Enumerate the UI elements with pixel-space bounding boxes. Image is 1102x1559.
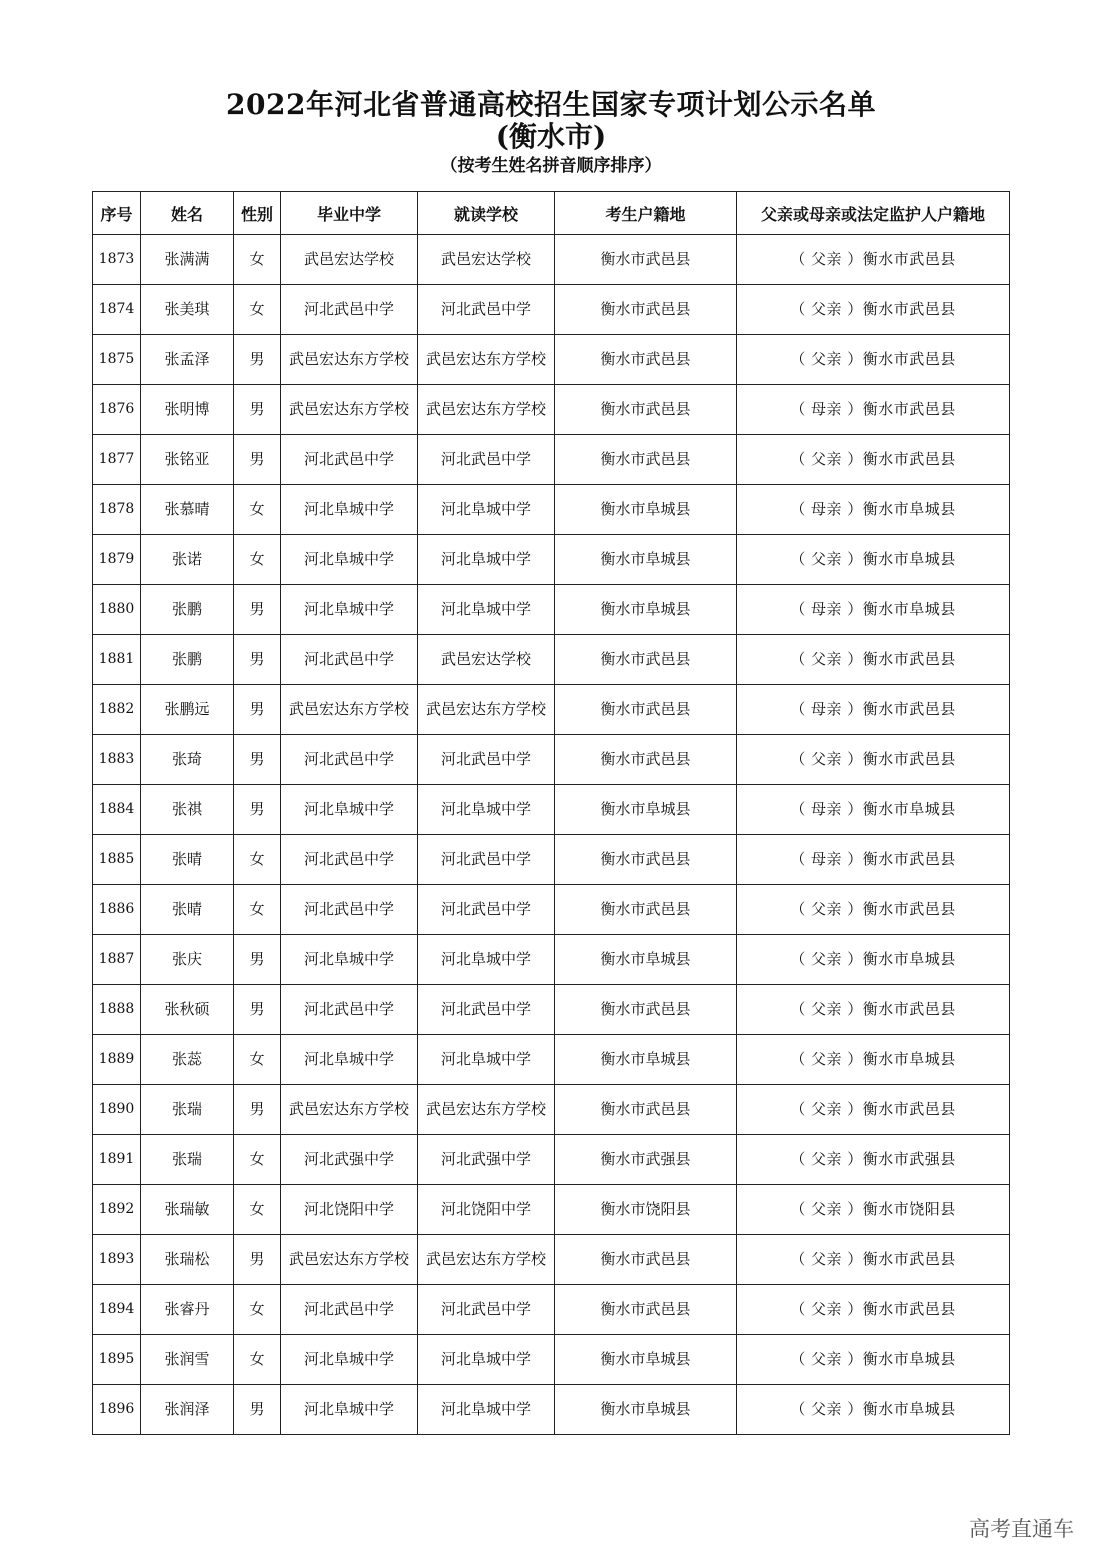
cell-guardian-residence: （ 父亲 ）衡水市武邑县 (737, 1285, 1010, 1335)
cell-guardian-residence: （ 父亲 ）衡水市武邑县 (737, 435, 1010, 485)
cell-name: 张瑞敏 (141, 1185, 234, 1235)
cell-guardian-residence: （ 父亲 ）衡水市武邑县 (737, 335, 1010, 385)
cell-guardian-residence: （ 父亲 ）衡水市阜城县 (737, 535, 1010, 585)
cell-grad-school: 河北武强中学 (281, 1135, 418, 1185)
cell-guardian-residence: （ 母亲 ）衡水市武邑县 (737, 685, 1010, 735)
cell-name: 张美琪 (141, 285, 234, 335)
cell-gender: 男 (234, 1385, 281, 1435)
cell-gender: 男 (234, 935, 281, 985)
table-header-row (93, 192, 1010, 235)
cell-name: 张慕晴 (141, 485, 234, 535)
cell-grad-school: 河北阜城中学 (281, 785, 418, 835)
cell-current-school: 河北阜城中学 (418, 1335, 555, 1385)
table-row (93, 1235, 1010, 1285)
cell-guardian-residence: （ 母亲 ）衡水市阜城县 (737, 485, 1010, 535)
cell-grad-school: 河北阜城中学 (281, 585, 418, 635)
cell-seq: 1883 (93, 735, 141, 785)
title-block (0, 88, 1102, 178)
cell-residence: 衡水市阜城县 (555, 935, 737, 985)
cell-seq: 1873 (93, 235, 141, 285)
cell-current-school: 河北阜城中学 (418, 1385, 555, 1435)
cell-name: 张润泽 (141, 1385, 234, 1435)
cell-seq: 1889 (93, 1035, 141, 1085)
cell-name: 张琦 (141, 735, 234, 785)
cell-current-school: 河北武邑中学 (418, 735, 555, 785)
cell-residence: 衡水市武邑县 (555, 985, 737, 1035)
cell-current-school: 河北武邑中学 (418, 435, 555, 485)
cell-name: 张诺 (141, 535, 234, 585)
cell-guardian-residence: （ 父亲 ）衡水市武强县 (737, 1135, 1010, 1185)
cell-gender: 女 (234, 1335, 281, 1385)
cell-grad-school: 河北阜城中学 (281, 485, 418, 535)
cell-guardian-residence: （ 母亲 ）衡水市阜城县 (737, 585, 1010, 635)
watermark: 高考直通车 (969, 1517, 1074, 1541)
cell-residence: 衡水市阜城县 (555, 785, 737, 835)
cell-grad-school: 武邑宏达东方学校 (281, 1085, 418, 1135)
cell-grad-school: 武邑宏达东方学校 (281, 685, 418, 735)
cell-current-school: 河北武邑中学 (418, 835, 555, 885)
table-row (93, 1385, 1010, 1435)
cell-seq: 1887 (93, 935, 141, 985)
cell-current-school: 河北武邑中学 (418, 885, 555, 935)
cell-grad-school: 河北武邑中学 (281, 435, 418, 485)
cell-name: 张满满 (141, 235, 234, 285)
table-row (93, 985, 1010, 1035)
cell-residence: 衡水市武邑县 (555, 635, 737, 685)
cell-guardian-residence: （ 父亲 ）衡水市武邑县 (737, 985, 1010, 1035)
cell-current-school: 武邑宏达学校 (418, 235, 555, 285)
cell-grad-school: 河北武邑中学 (281, 735, 418, 785)
table-row (93, 1335, 1010, 1385)
cell-residence: 衡水市武邑县 (555, 385, 737, 435)
table-row (93, 735, 1010, 785)
table-row (93, 635, 1010, 685)
cell-gender: 男 (234, 435, 281, 485)
cell-name: 张铭亚 (141, 435, 234, 485)
cell-grad-school: 河北武邑中学 (281, 1285, 418, 1335)
cell-grad-school: 河北武邑中学 (281, 285, 418, 335)
cell-gender: 女 (234, 1135, 281, 1185)
cell-grad-school: 河北武邑中学 (281, 985, 418, 1035)
cell-guardian-residence: （ 母亲 ）衡水市武邑县 (737, 385, 1010, 435)
cell-current-school: 武邑宏达学校 (418, 635, 555, 685)
cell-guardian-residence: （ 父亲 ）衡水市武邑县 (737, 885, 1010, 935)
cell-name: 张瑞 (141, 1085, 234, 1135)
cell-gender: 女 (234, 1185, 281, 1235)
cell-current-school: 武邑宏达东方学校 (418, 685, 555, 735)
col-header-gender: 性别 (234, 192, 281, 235)
cell-seq: 1880 (93, 585, 141, 635)
col-header-seq: 序号 (93, 192, 141, 235)
cell-guardian-residence: （ 父亲 ）衡水市阜城县 (737, 1035, 1010, 1085)
cell-grad-school: 河北武邑中学 (281, 635, 418, 685)
cell-gender: 女 (234, 1285, 281, 1335)
cell-name: 张鹏远 (141, 685, 234, 735)
table-row (93, 335, 1010, 385)
cell-current-school: 河北武强中学 (418, 1135, 555, 1185)
cell-grad-school: 武邑宏达东方学校 (281, 385, 418, 435)
table-row (93, 935, 1010, 985)
table-row (93, 1185, 1010, 1235)
sort-note: （按考生姓名拼音顺序排序） (440, 156, 662, 176)
cell-residence: 衡水市阜城县 (555, 1385, 737, 1435)
cell-name: 张晴 (141, 835, 234, 885)
cell-guardian-residence: （ 父亲 ）衡水市武邑县 (737, 1085, 1010, 1135)
table-row (93, 585, 1010, 635)
table-row (93, 385, 1010, 435)
cell-residence: 衡水市武邑县 (555, 1085, 737, 1135)
cell-grad-school: 河北武邑中学 (281, 885, 418, 935)
cell-current-school: 河北阜城中学 (418, 535, 555, 585)
cell-gender: 男 (234, 685, 281, 735)
cell-current-school: 河北饶阳中学 (418, 1185, 555, 1235)
cell-current-school: 河北阜城中学 (418, 1035, 555, 1085)
cell-residence: 衡水市武邑县 (555, 435, 737, 485)
cell-current-school: 河北阜城中学 (418, 785, 555, 835)
cell-gender: 女 (234, 485, 281, 535)
cell-residence: 衡水市武邑县 (555, 1235, 737, 1285)
cell-seq: 1894 (93, 1285, 141, 1335)
cell-residence: 衡水市阜城县 (555, 1035, 737, 1085)
page-title: 2022年河北省普通高校招生国家专项计划公示名单 (226, 88, 876, 121)
cell-grad-school: 河北阜城中学 (281, 1385, 418, 1435)
cell-name: 张庆 (141, 935, 234, 985)
cell-current-school: 河北武邑中学 (418, 1285, 555, 1335)
cell-grad-school: 河北饶阳中学 (281, 1185, 418, 1235)
cell-residence: 衡水市阜城县 (555, 535, 737, 585)
cell-residence: 衡水市武邑县 (555, 885, 737, 935)
cell-current-school: 河北阜城中学 (418, 485, 555, 535)
cell-gender: 男 (234, 785, 281, 835)
cell-residence: 衡水市武强县 (555, 1135, 737, 1185)
cell-grad-school: 河北阜城中学 (281, 1335, 418, 1385)
cell-current-school: 河北武邑中学 (418, 985, 555, 1035)
cell-residence: 衡水市武邑县 (555, 285, 737, 335)
cell-guardian-residence: （ 父亲 ）衡水市武邑县 (737, 735, 1010, 785)
cell-gender: 男 (234, 385, 281, 435)
cell-gender: 男 (234, 1085, 281, 1135)
cell-current-school: 武邑宏达东方学校 (418, 1085, 555, 1135)
col-header-current-school: 就读学校 (418, 192, 555, 235)
cell-seq: 1891 (93, 1135, 141, 1185)
cell-seq: 1882 (93, 685, 141, 735)
table-row (93, 435, 1010, 485)
cell-residence: 衡水市阜城县 (555, 1335, 737, 1385)
cell-seq: 1890 (93, 1085, 141, 1135)
cell-seq: 1878 (93, 485, 141, 535)
cell-seq: 1881 (93, 635, 141, 685)
cell-gender: 女 (234, 235, 281, 285)
cell-current-school: 河北阜城中学 (418, 585, 555, 635)
cell-residence: 衡水市武邑县 (555, 235, 737, 285)
table-row (93, 685, 1010, 735)
cell-current-school: 河北武邑中学 (418, 285, 555, 335)
cell-guardian-residence: （ 母亲 ）衡水市阜城县 (737, 785, 1010, 835)
cell-seq: 1877 (93, 435, 141, 485)
cell-seq: 1885 (93, 835, 141, 885)
cell-name: 张孟泽 (141, 335, 234, 385)
cell-residence: 衡水市武邑县 (555, 1285, 737, 1335)
cell-residence: 衡水市武邑县 (555, 335, 737, 385)
cell-name: 张晴 (141, 885, 234, 935)
cell-guardian-residence: （ 母亲 ）衡水市武邑县 (737, 835, 1010, 885)
roster-body (93, 235, 1010, 1435)
cell-gender: 女 (234, 535, 281, 585)
cell-gender: 女 (234, 835, 281, 885)
table-row (93, 1285, 1010, 1335)
table-row (93, 785, 1010, 835)
cell-name: 张瑞松 (141, 1235, 234, 1285)
cell-gender: 女 (234, 1035, 281, 1085)
cell-guardian-residence: （ 父亲 ）衡水市阜城县 (737, 935, 1010, 985)
cell-current-school: 河北阜城中学 (418, 935, 555, 985)
cell-seq: 1874 (93, 285, 141, 335)
cell-guardian-residence: （ 父亲 ）衡水市武邑县 (737, 235, 1010, 285)
table-row (93, 485, 1010, 535)
cell-current-school: 武邑宏达东方学校 (418, 335, 555, 385)
cell-gender: 男 (234, 335, 281, 385)
col-header-name: 姓名 (141, 192, 234, 235)
cell-residence: 衡水市武邑县 (555, 685, 737, 735)
table-row (93, 535, 1010, 585)
cell-seq: 1893 (93, 1235, 141, 1285)
cell-guardian-residence: （ 父亲 ）衡水市阜城县 (737, 1385, 1010, 1435)
cell-grad-school: 河北阜城中学 (281, 935, 418, 985)
cell-gender: 男 (234, 635, 281, 685)
table-row (93, 1035, 1010, 1085)
cell-residence: 衡水市武邑县 (555, 835, 737, 885)
cell-name: 张润雪 (141, 1335, 234, 1385)
cell-seq: 1875 (93, 335, 141, 385)
cell-seq: 1888 (93, 985, 141, 1035)
table-row (93, 235, 1010, 285)
cell-name: 张祺 (141, 785, 234, 835)
cell-seq: 1895 (93, 1335, 141, 1385)
cell-seq: 1884 (93, 785, 141, 835)
table-row (93, 835, 1010, 885)
cell-seq: 1892 (93, 1185, 141, 1235)
col-header-grad-school: 毕业中学 (281, 192, 418, 235)
table-row (93, 885, 1010, 935)
cell-residence: 衡水市武邑县 (555, 735, 737, 785)
col-header-guardian-residence: 父亲或母亲或法定监护人户籍地 (737, 192, 1010, 235)
cell-name: 张瑞 (141, 1135, 234, 1185)
cell-residence: 衡水市阜城县 (555, 585, 737, 635)
cell-name: 张鹏 (141, 635, 234, 685)
cell-grad-school: 武邑宏达东方学校 (281, 335, 418, 385)
cell-name: 张秋硕 (141, 985, 234, 1035)
cell-grad-school: 武邑宏达学校 (281, 235, 418, 285)
cell-current-school: 武邑宏达东方学校 (418, 385, 555, 435)
cell-guardian-residence: （ 父亲 ）衡水市武邑县 (737, 1235, 1010, 1285)
page-subtitle: (衡水市) (495, 120, 607, 153)
cell-grad-school: 河北阜城中学 (281, 535, 418, 585)
cell-grad-school: 河北阜城中学 (281, 1035, 418, 1085)
cell-name: 张鹏 (141, 585, 234, 635)
cell-guardian-residence: （ 父亲 ）衡水市武邑县 (737, 635, 1010, 685)
cell-residence: 衡水市饶阳县 (555, 1185, 737, 1235)
cell-gender: 男 (234, 585, 281, 635)
table-row (93, 1085, 1010, 1135)
table-row (93, 285, 1010, 335)
cell-name: 张明博 (141, 385, 234, 435)
cell-guardian-residence: （ 父亲 ）衡水市阜城县 (737, 1335, 1010, 1385)
cell-current-school: 武邑宏达东方学校 (418, 1235, 555, 1285)
cell-seq: 1896 (93, 1385, 141, 1435)
cell-gender: 男 (234, 985, 281, 1035)
cell-name: 张蕊 (141, 1035, 234, 1085)
cell-seq: 1876 (93, 385, 141, 435)
cell-gender: 男 (234, 735, 281, 785)
cell-grad-school: 河北武邑中学 (281, 835, 418, 885)
cell-gender: 女 (234, 885, 281, 935)
cell-gender: 男 (234, 1235, 281, 1285)
cell-residence: 衡水市阜城县 (555, 485, 737, 535)
cell-seq: 1879 (93, 535, 141, 585)
table-row (93, 1135, 1010, 1185)
cell-guardian-residence: （ 父亲 ）衡水市饶阳县 (737, 1185, 1010, 1235)
cell-gender: 女 (234, 285, 281, 335)
col-header-residence: 考生户籍地 (555, 192, 737, 235)
cell-seq: 1886 (93, 885, 141, 935)
roster-table (92, 191, 1010, 1435)
cell-name: 张睿丹 (141, 1285, 234, 1335)
cell-guardian-residence: （ 父亲 ）衡水市武邑县 (737, 285, 1010, 335)
cell-grad-school: 武邑宏达东方学校 (281, 1235, 418, 1285)
